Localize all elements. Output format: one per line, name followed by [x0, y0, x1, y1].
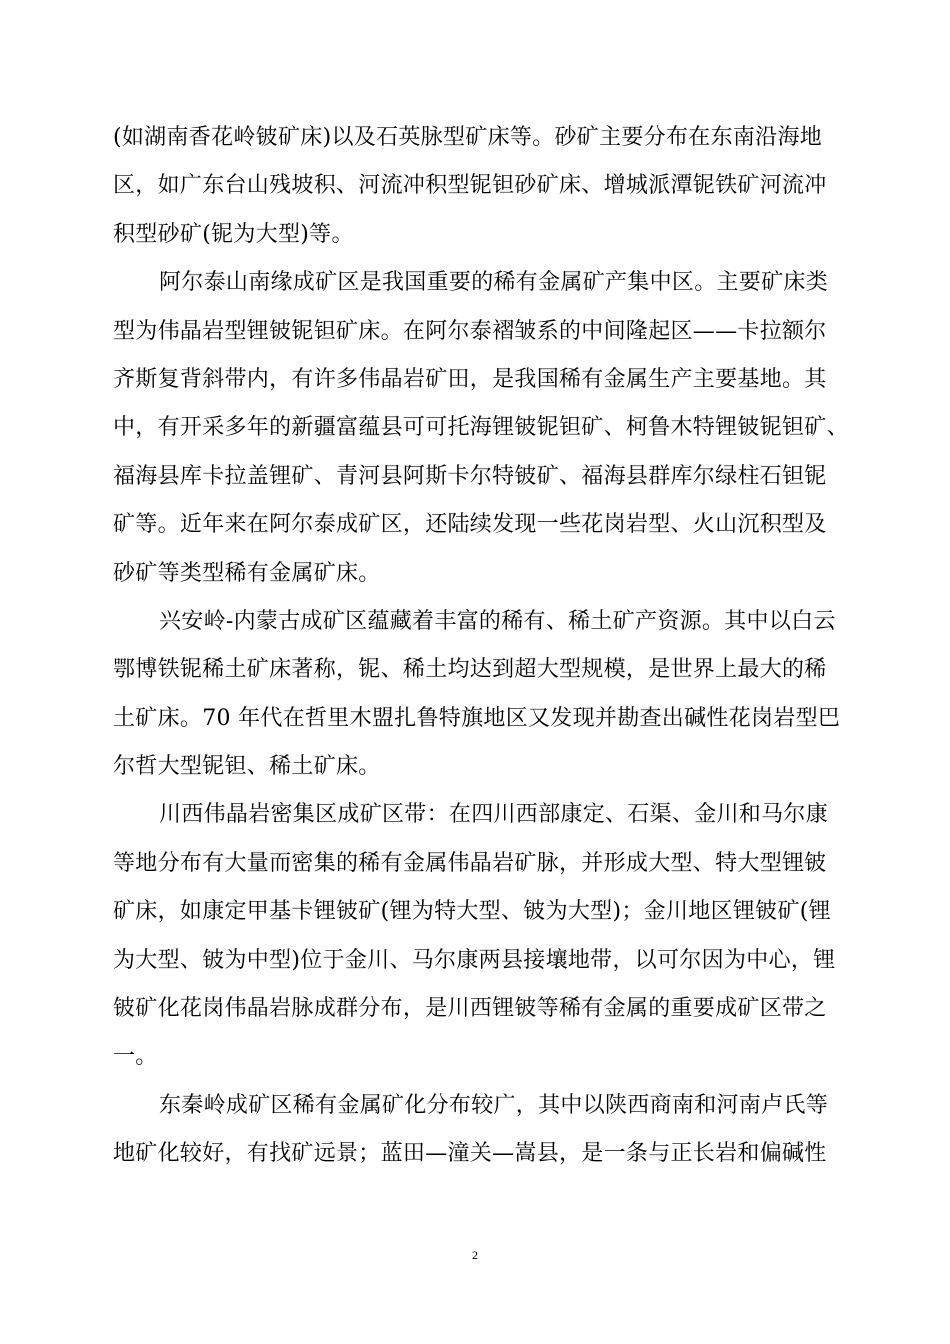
document-body: [113, 114, 849, 1179]
text-line: 一。: [113, 1044, 158, 1070]
text-line: 矿床，如康定甲基卡锂铍矿(锂为特大型、铍为大型)；金川地区锂铍矿(锂: [113, 899, 831, 925]
paragraph-1: [113, 114, 838, 259]
text-line: 阿尔泰山南缘成矿区是我国重要的稀有金属矿产集中区。主要矿床类: [159, 270, 829, 296]
text-line: 川西伟晶岩密集区成矿区带：在四川西部康定、石渠、金川和马尔康: [159, 802, 829, 828]
text-line: 地矿化较好，有找矿远景；蓝田—潼关—嵩县，是一条与正长岩和偏碱性: [113, 1141, 827, 1167]
text-line: 等地分布有大量而密集的稀有金属伟晶岩矿脉，并形成大型、特大型锂铍: [113, 850, 827, 876]
text-line: (如湖南香花岭铍矿床)以及石英脉型矿床等。砂矿主要分布在东南沿海地: [113, 125, 823, 150]
text-line: 为大型、铍为中型)位于金川、马尔康两县接壤地带，以可尔因为中心，锂: [113, 947, 836, 973]
text-line: 尔哲大型铌钽、稀土矿床。: [113, 754, 381, 780]
text-line: 土矿床。70 年代在哲里木盟扎鲁特旗地区又发现并勘查出碱性花岗岩型巴: [113, 705, 841, 731]
text-line: 铍矿化花岗伟晶岩脉成群分布，是川西锂铍等稀有金属的重要成矿区带之: [113, 996, 827, 1022]
paragraph-5: [113, 1082, 838, 1179]
text-line: 福海县库卡拉盖锂矿、青河县阿斯卡尔特铍矿、福海县群库尔绿柱石钽铌: [113, 463, 827, 489]
text-line: 区，如广东台山残坡积、河流冲积型铌钽砂矿床、增城派潭铌铁矿河流冲: [113, 173, 827, 199]
text-line: 型为伟晶岩型锂铍铌钽矿床。在阿尔泰褶皱系的中间隆起区——卡拉额尔: [113, 318, 827, 344]
text-line: 中，有开采多年的新疆富蕴县可可托海锂铍铌钽矿、柯鲁木特锂铍铌钽矿、: [113, 415, 849, 441]
text-line: 砂矿等类型稀有金属矿床。: [113, 560, 381, 586]
paragraph-3: [113, 598, 841, 792]
text-line: 积型砂矿(铌为大型)等。: [113, 221, 354, 247]
text-line: 鄂博铁铌稀土矿床著称，铌、稀土均达到超大型规模，是世界上最大的稀: [113, 657, 827, 683]
text-line: 东秦岭成矿区稀有金属矿化分布较广，其中以陕西商南和河南卢氏等: [159, 1092, 829, 1118]
text-line: 兴安岭-内蒙古成矿区蕴藏着丰富的稀有、稀土矿产资源。其中以白云: [159, 608, 836, 634]
text-line: 齐斯复背斜带内，有许多伟晶岩矿田，是我国稀有金属生产主要基地。其: [113, 366, 827, 392]
text-line: 矿等。近年来在阿尔泰成矿区，还陆续发现一些花岗岩型、火山沉积型及: [113, 512, 827, 538]
paragraph-2: [113, 259, 849, 598]
paragraph-4: [113, 791, 838, 1081]
page-number: 2: [472, 1248, 478, 1262]
